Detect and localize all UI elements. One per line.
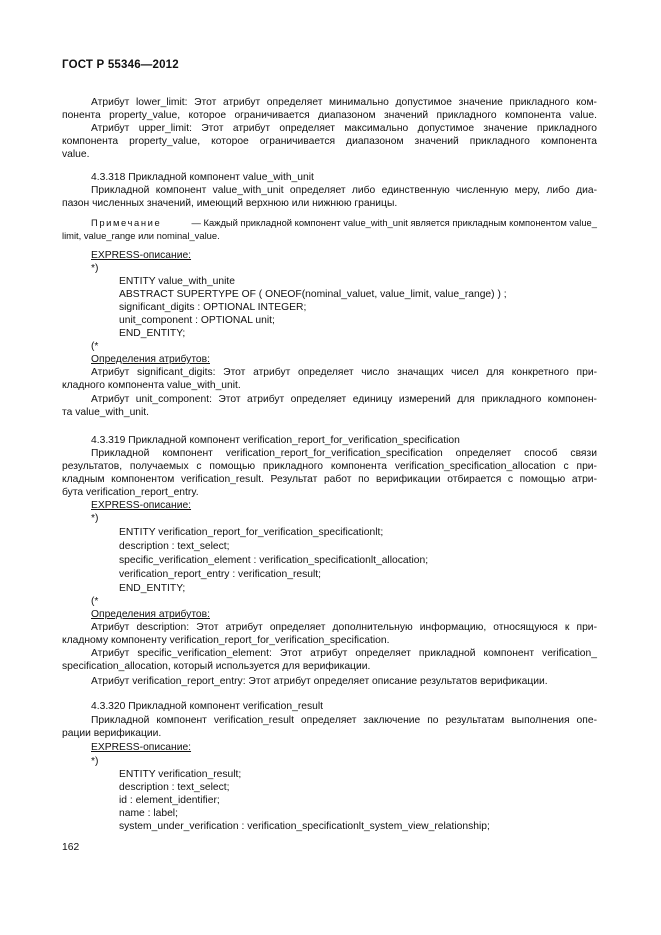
note-label: Примечание [91,217,162,228]
code-line: ABSTRACT SUPERTYPE OF ( ONEOF(nominal_valuet, value_limit, value_range) ) ; [119,289,507,300]
note-line [91,216,597,229]
code-line: END_ENTITY; [119,328,186,339]
code-line: *) [91,263,99,274]
text-line: Прикладной компонент value_with_unit определяет либо единственную численную меру, либо диа- [91,185,597,196]
express-heading: EXPRESS-описание: [91,742,192,753]
code-line: ENTITY value_with_unite [119,276,235,287]
section-heading: 4.3.319 Прикладной компонент verification_report_for_verification_specification [91,435,460,446]
text-line: рации верификации. [62,728,162,739]
text-line: Атрибут lower_limit: Этот атрибут определяет минимально допустимое значение прикладного ком- [91,97,597,108]
text-line: кладного компонента value_with_unit. [62,380,241,391]
note-text: — Каждый прикладной компонент value_with_unit является прикладным компонентом value_ [191,217,597,228]
attributes-heading: Определения атрибутов: [91,609,210,620]
express-heading: EXPRESS-описание: [91,500,192,511]
page-number: 162 [62,842,80,853]
text-line: Атрибут description: Этот атрибут определяет дополнительную информацию, относящуюся к при- [91,622,597,633]
text-line: Атрибут upper_limit: Этот атрибут определяет максимально допустимое значение прикладного [91,123,597,134]
section-heading: 4.3.320 Прикладной компонент verification_result [91,701,324,712]
code-line: significant_digits : OPTIONAL INTEGER; [119,302,307,313]
text-line: та value_with_unit. [62,407,150,418]
text-line: понента property_value, которое ограничивается диапазоном значений прикладного компонента value. [62,110,597,121]
code-line: ENTITY verification_result; [119,769,242,780]
code-line: (* [91,596,99,607]
text-line: компонента property_value, которое ограничивается диапазоном значений прикладного компонента [62,136,597,147]
text-line: value. [62,149,90,160]
text-line: Атрибут specific_verification_element: Этот атрибут определяет прикладной компонент verification_ [91,648,597,659]
text-line: кладному компоненту verification_report_for_verification_specification. [62,635,390,646]
code-line: (* [91,341,99,352]
note-line: limit, value_range или nominal_value. [62,230,220,241]
code-line: *) [91,756,99,767]
text-line: Прикладной компонент verification_result определяет заключение по результатам выполнения опе- [91,715,597,726]
text-line: кладным компонентом verification_result. Результат работ по верификации отбирается с помощью атри- [62,474,597,485]
text-line: результатов, получаемых с помощью прикладного компонента verification_specification_allocation с при- [62,461,597,472]
text-line: Атрибут verification_report_entry: Этот атрибут определяет описание результатов верификации. [91,676,548,687]
code-line: unit_component : OPTIONAL unit; [119,315,275,326]
express-heading: EXPRESS-описание: [91,250,192,261]
code-line: description : text_select; [119,782,230,793]
code-line: name : label; [119,808,178,819]
text-line: Атрибут significant_digits: Этот атрибут определяет число значащих чисел для конкретного при- [91,367,597,378]
attributes-heading: Определения атрибутов: [91,354,210,365]
text-line: specification_allocation, который используется для верификации. [62,661,371,672]
text-line: Атрибут unit_component: Этот атрибут определяет единицу измерений для прикладного компонен- [91,394,597,405]
code-line: END_ENTITY; [119,583,186,594]
code-line: description : text_select; [119,541,230,552]
section-heading: 4.3.318 Прикладной компонент value_with_unit [91,172,314,183]
code-line: system_under_verification : verification_specificationlt_system_view_relationship; [119,821,490,832]
document-header: ГОСТ Р 55346—2012 [62,59,179,71]
code-line: specific_verification_element : verification_specificationlt_allocation; [119,555,429,566]
text-line: бута verification_report_entry. [62,487,199,498]
text-line: Прикладной компонент verification_report_for_verification_specification определяет способ связи [91,448,597,459]
code-line: id : element_identifier; [119,795,220,806]
code-line: verification_report_entry : verification_result; [119,569,322,580]
code-line: ENTITY verification_report_for_verification_specificationlt; [119,527,384,538]
code-line: *) [91,513,99,524]
text-line: пазон численных значений, имеющий верхнюю или нижнюю границы. [62,198,398,209]
